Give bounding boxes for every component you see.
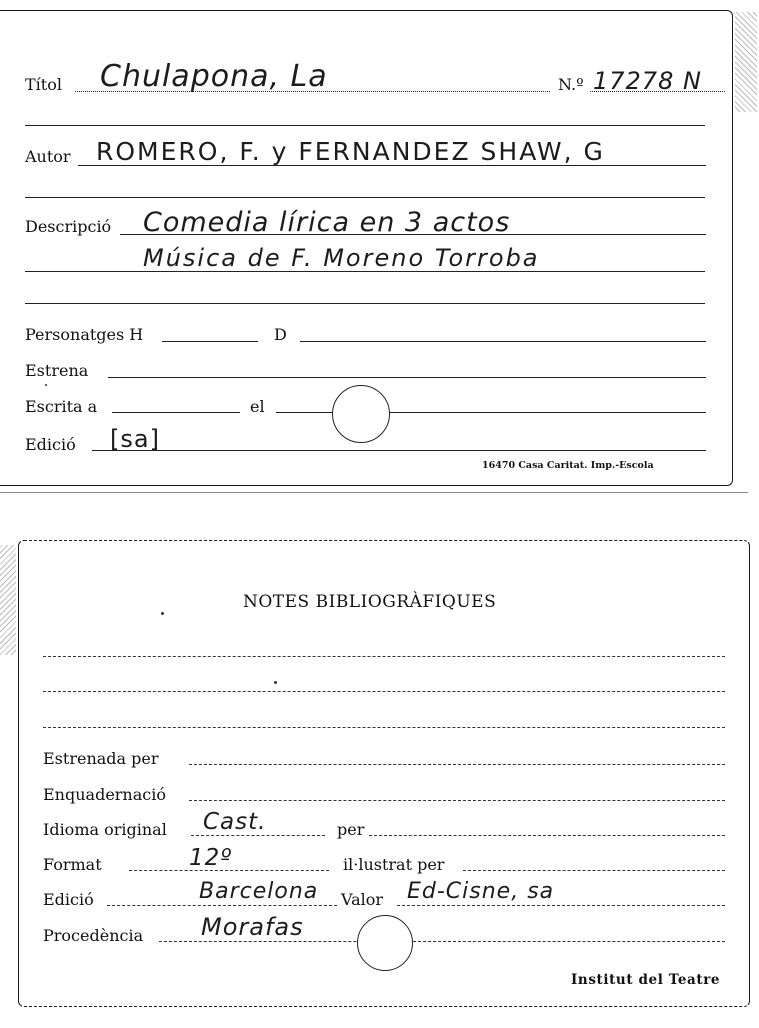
illustrat-line: [463, 870, 725, 871]
autor-label: Autor: [25, 147, 71, 166]
estrenada-label: Estrenada per: [43, 749, 159, 768]
valor-label: Valor: [341, 890, 384, 909]
personatges-label: Personatges H: [25, 325, 144, 344]
procedencia-label: Procedència: [43, 926, 144, 945]
d-label: D: [274, 325, 287, 344]
valor-value: Ed-Cisne, sa: [407, 879, 555, 904]
scan-noise: [735, 12, 757, 112]
catalog-card-top: [0, 10, 733, 486]
format-label: Format: [43, 855, 102, 874]
edicio-label: Edició: [25, 435, 76, 454]
edicio2-line: [107, 905, 337, 906]
edicio2-label: Edició: [43, 890, 94, 909]
descripcio-value-2: Música de F. Moreno Torroba: [143, 244, 540, 272]
escrita-line: [112, 412, 240, 413]
titol-label: Títol: [25, 75, 62, 94]
personatges-h-line: [162, 341, 258, 342]
idioma-line: [191, 835, 325, 836]
procedencia-value: Morafas: [201, 913, 304, 941]
no-value: 17278 N: [593, 67, 702, 95]
rule: [43, 656, 725, 657]
descripcio-value-1: Comedia lírica en 3 actos: [143, 207, 511, 238]
valor-line: [397, 905, 725, 906]
procedencia-line: [159, 941, 725, 942]
scan-speck: [274, 681, 277, 684]
enquadernacio-label: Enquadernació: [43, 785, 166, 804]
enquadernacio-line: [189, 800, 725, 801]
estrena-line: [108, 377, 706, 378]
scan-speck: [45, 384, 47, 386]
rule: [25, 303, 705, 304]
format-value: 12º: [189, 845, 233, 871]
per-line: [369, 835, 725, 836]
per-label: per: [337, 820, 365, 839]
el-label: el: [250, 397, 265, 416]
estrenada-line: [189, 764, 725, 765]
scan-edge: [0, 492, 748, 493]
rule: [25, 197, 705, 198]
descripcio-label: Descripció: [25, 217, 112, 236]
escrita-label: Escrita a: [25, 397, 98, 416]
scan-speck: [161, 612, 164, 615]
scan-noise: [0, 545, 16, 655]
titol-value: Chulapona, La: [100, 59, 328, 94]
punch-hole: [332, 385, 390, 443]
idioma-label: Idioma original: [43, 820, 167, 839]
illustrat-label: il·lustrat per: [343, 855, 445, 874]
punch-hole: [357, 915, 413, 971]
personatges-d-line: [300, 341, 706, 342]
no-label: N.º: [558, 75, 584, 94]
notes-title: NOTES BIBLIOGRÀFIQUES: [243, 592, 497, 612]
institut-imprint: Institut del Teatre: [571, 972, 721, 988]
printer-imprint: 16470 Casa Caritat. Imp.-Escola: [482, 460, 654, 471]
edicio-value: [sa]: [110, 425, 160, 453]
edicio2-value: Barcelona: [199, 879, 319, 904]
estrena-label: Estrena: [25, 361, 89, 380]
rule: [43, 727, 725, 728]
edicio-line: [92, 450, 706, 451]
autor-value: ROMERO, F. y FERNANDEZ SHAW, G: [96, 137, 605, 166]
rule: [43, 691, 725, 692]
catalog-card-bottom: [18, 540, 750, 1007]
idioma-value: Cast.: [203, 809, 267, 835]
rule: [25, 125, 705, 126]
